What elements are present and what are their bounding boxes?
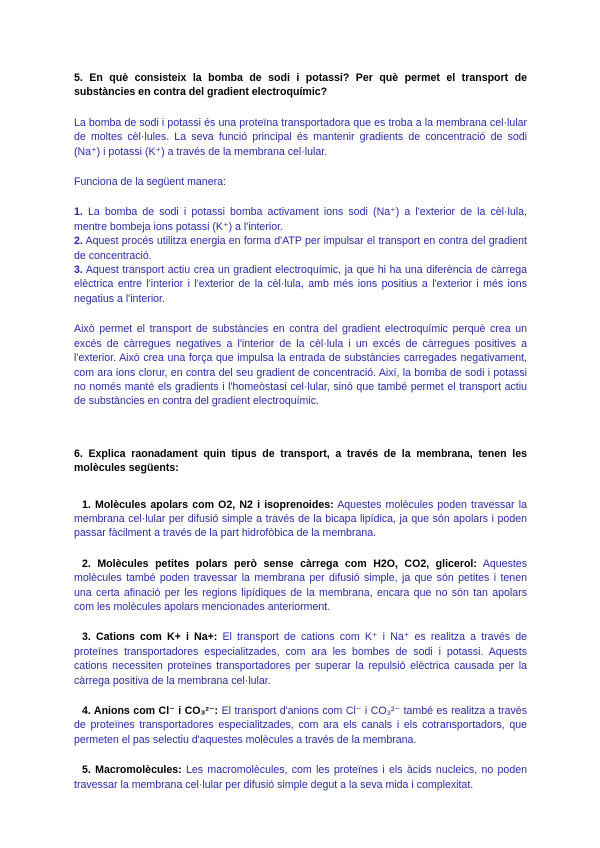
item-label: 4. Anions com Cl⁻ i CO₃²⁻:	[82, 705, 219, 717]
q5-step-2	[74, 234, 527, 263]
item-label: 5. Macromolècules:	[82, 764, 182, 777]
q5-intro: La bomba de sodi i potassi és una proteïna transportadora que es troba a la membrana cel·lular de moltes cèl·lules. La seva funció principal és mantenir gradients de concentració de sodi (Na⁺) i potassi (K⁺) a través de la membrana cel·lular.	[74, 116, 527, 158]
q6-item-5	[74, 763, 527, 792]
document-page	[74, 71, 527, 792]
q6-item-3	[74, 630, 527, 688]
step-text: Aquest procés utilitza energia en forma d'ATP per impulsar el transport en contra del gradient de concentració.	[74, 235, 527, 262]
step-number: 2.	[74, 235, 83, 248]
question-6: 6. Explica raonadament quin tipus de transport, a través de la membrana, tenen les molècules següents:	[74, 447, 527, 475]
q6-item-4	[74, 704, 527, 747]
item-text: Aquestes molècules poden travessar la membrana cel·lular per difusió simple a través de la bicapa lipídica, ja que són apolars i poden passar fàcilment a través de la part hidrofòbica de la membrana.	[74, 498, 527, 540]
q6-item-1	[74, 498, 527, 541]
q5-conclusion: Això permet el transport de substàncies en contra del gradient electroquímic perquè crea un excés de càrregues negatives a l'interior de la cèl·lula i un excés de càrregues positives a l'exterior. Això crea una força que impulsa la entrada de substàncies carregades negativament, com ara ions clorur, en contra del seu gradient de concentració. Així, la bomba de sodi i potassi no només manté els gradients i l'homeòstasi cel·lular, sinó que també permet el transport actiu de substàncies en contra del gradient electroquímic.	[74, 323, 527, 408]
item-text: Les macromolècules, com les proteïnes i els àcids nucleics, no poden travessar la membrana cel·lular per difusió simple degut a la seva mida i complexitat.	[74, 764, 527, 791]
item-label: 2. Molècules petites polars però sense càrrega com H2O, CO2, glicerol:	[82, 557, 477, 570]
q5-step-1	[74, 205, 527, 234]
q5-lead: Funciona de la següent manera:	[74, 176, 226, 189]
step-text: La bomba de sodi i potassi bomba activament ions sodi (Na⁺) a l'exterior de la cèl·lula, mentre bombeja ions potassi (K⁺) a l'interior.	[74, 206, 527, 233]
step-number: 1.	[74, 206, 83, 219]
item-text: El transport de cations com K⁺ i Na⁺ es realitza a través de proteïnes transportadores especialitzades, com ara les bombes de sodi i potassi. Aquests cations necessiten proteïnes transportadores per superar la repulsió elèctrica causada per la càrrega positiva de la membrana cel·lular.	[74, 631, 528, 687]
q6-item-2	[74, 557, 527, 615]
question-5: 5. En què consisteix la bomba de sodi i potassi? Per què permet el transport de substàncies en contra del gradient electroquímic?	[74, 72, 527, 99]
item-label: 1. Molècules apolars com O2, N2 i isoprenoides:	[82, 498, 334, 511]
step-number: 3.	[74, 264, 83, 277]
step-text: Aquest transport actiu crea un gradient electroquímic, ja que hi ha una diferència de càrrega elèctrica entre l'interior i l'exterior de la cèl·lula, amb més ions positius a l'exterior i més ions negatius a l'interior.	[74, 264, 527, 305]
item-label: 3. Cations com K+ i Na+:	[82, 631, 218, 644]
item-text: Aquestes molècules també poden travessar la membrana per difusió simple, ja que són petites i tenen una certa afinació per les regions lipídiques de la membrana, encara que no són tan apolars com les molècules apolars mencionades anteriorment.	[74, 557, 527, 613]
q5-step-3	[74, 263, 527, 306]
item-text: El transport d'anions com Cl⁻ i CO₃²⁻ també es realitza a través de proteïnes transportadores especialitzades, com ara els canals i els cotransportadors, que permeten el pas selectiu d'aquestes molècules a través de la membrana.	[74, 705, 527, 746]
